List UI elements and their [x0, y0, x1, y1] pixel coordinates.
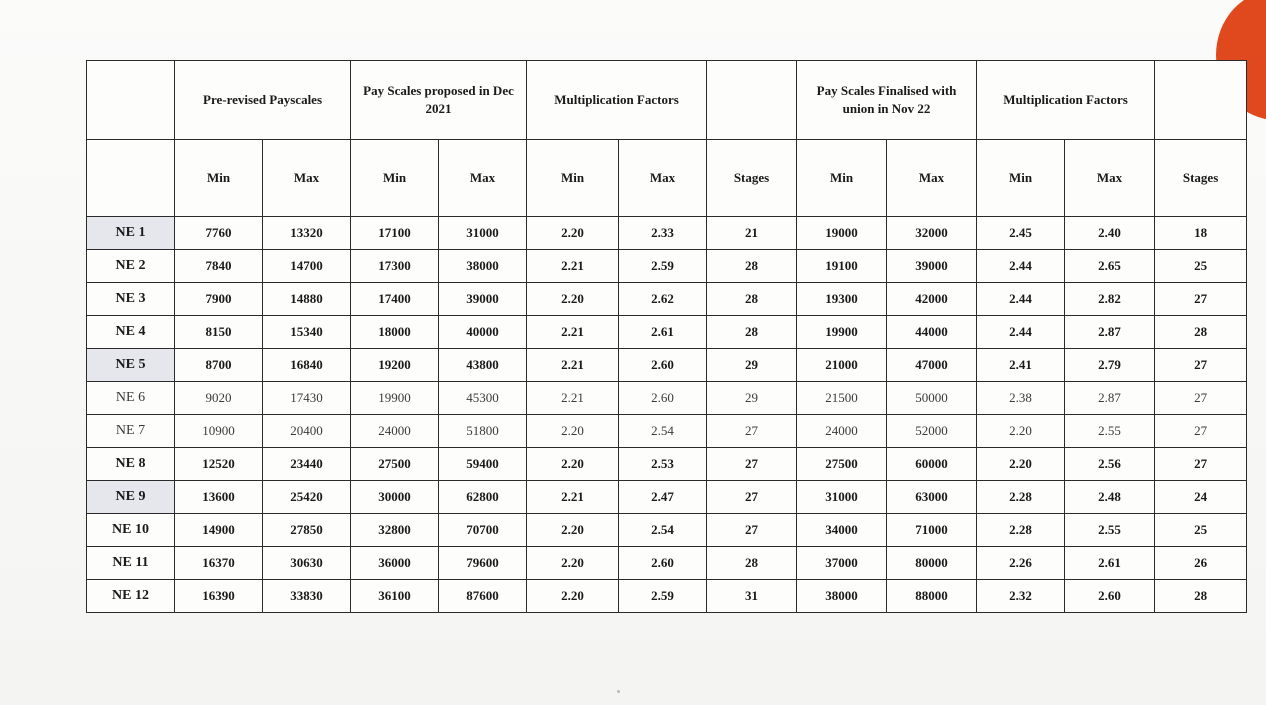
value-cell: 30630 — [263, 547, 351, 580]
value-cell: 2.20 — [527, 514, 619, 547]
value-cell: 27 — [1155, 349, 1247, 382]
value-cell: 29 — [707, 349, 797, 382]
group-header-multiplication-factors-2: Multiplication Factors — [977, 61, 1155, 140]
value-cell: 36000 — [351, 547, 439, 580]
value-cell: 52000 — [887, 415, 977, 448]
value-cell: 25 — [1155, 250, 1247, 283]
value-cell: 28 — [707, 316, 797, 349]
value-cell: 24000 — [351, 415, 439, 448]
grade-cell: NE 5 — [87, 349, 175, 382]
value-cell: 12520 — [175, 448, 263, 481]
grade-cell: NE 2 — [87, 250, 175, 283]
table-row — [87, 481, 1247, 514]
sub-header-cell: Min — [527, 140, 619, 217]
value-cell: 18 — [1155, 217, 1247, 250]
value-cell: 17100 — [351, 217, 439, 250]
sub-header-cell: Max — [263, 140, 351, 217]
value-cell: 2.60 — [619, 382, 707, 415]
value-cell: 2.26 — [977, 547, 1065, 580]
value-cell: 2.38 — [977, 382, 1065, 415]
value-cell: 2.44 — [977, 316, 1065, 349]
value-cell: 28 — [707, 250, 797, 283]
scan-speck — [617, 690, 620, 693]
sub-header-cell: Max — [887, 140, 977, 217]
sub-header-cell: Stages — [707, 140, 797, 217]
value-cell: 13320 — [263, 217, 351, 250]
value-cell: 88000 — [887, 580, 977, 613]
value-cell: 2.20 — [977, 448, 1065, 481]
value-cell: 80000 — [887, 547, 977, 580]
grade-cell: NE 12 — [87, 580, 175, 613]
value-cell: 21500 — [797, 382, 887, 415]
value-cell: 27500 — [351, 448, 439, 481]
value-cell: 2.55 — [1065, 514, 1155, 547]
value-cell: 2.21 — [527, 382, 619, 415]
grade-cell: NE 4 — [87, 316, 175, 349]
value-cell: 7840 — [175, 250, 263, 283]
group-header-row — [87, 61, 1247, 140]
value-cell: 2.21 — [527, 481, 619, 514]
value-cell: 2.56 — [1065, 448, 1155, 481]
value-cell: 50000 — [887, 382, 977, 415]
value-cell: 27 — [1155, 382, 1247, 415]
group-header-blank — [87, 61, 175, 140]
value-cell: 51800 — [439, 415, 527, 448]
value-cell: 2.20 — [527, 580, 619, 613]
value-cell: 27 — [707, 514, 797, 547]
value-cell: 17400 — [351, 283, 439, 316]
value-cell: 28 — [707, 547, 797, 580]
value-cell: 17300 — [351, 250, 439, 283]
value-cell: 19000 — [797, 217, 887, 250]
value-cell: 18000 — [351, 316, 439, 349]
value-cell: 19900 — [797, 316, 887, 349]
value-cell: 15340 — [263, 316, 351, 349]
value-cell: 2.28 — [977, 481, 1065, 514]
value-cell: 45300 — [439, 382, 527, 415]
value-cell: 2.54 — [619, 514, 707, 547]
value-cell: 21000 — [797, 349, 887, 382]
value-cell: 27850 — [263, 514, 351, 547]
grade-cell: NE 10 — [87, 514, 175, 547]
table-row — [87, 547, 1247, 580]
value-cell: 23440 — [263, 448, 351, 481]
value-cell: 37000 — [797, 547, 887, 580]
value-cell: 34000 — [797, 514, 887, 547]
value-cell: 7900 — [175, 283, 263, 316]
value-cell: 2.82 — [1065, 283, 1155, 316]
value-cell: 2.44 — [977, 250, 1065, 283]
value-cell: 28 — [707, 283, 797, 316]
value-cell: 32000 — [887, 217, 977, 250]
table-row — [87, 580, 1247, 613]
sub-header-cell — [87, 140, 175, 217]
value-cell: 2.59 — [619, 580, 707, 613]
value-cell: 31000 — [797, 481, 887, 514]
value-cell: 31 — [707, 580, 797, 613]
value-cell: 39000 — [439, 283, 527, 316]
value-cell: 17430 — [263, 382, 351, 415]
value-cell: 2.54 — [619, 415, 707, 448]
value-cell: 2.32 — [977, 580, 1065, 613]
value-cell: 2.48 — [1065, 481, 1155, 514]
value-cell: 28 — [1155, 580, 1247, 613]
table-row — [87, 217, 1247, 250]
value-cell: 40000 — [439, 316, 527, 349]
value-cell: 25420 — [263, 481, 351, 514]
sub-header-row — [87, 140, 1247, 217]
value-cell: 10900 — [175, 415, 263, 448]
table-row — [87, 349, 1247, 382]
value-cell: 16370 — [175, 547, 263, 580]
value-cell: 16390 — [175, 580, 263, 613]
value-cell: 27 — [707, 481, 797, 514]
grade-cell: NE 6 — [87, 382, 175, 415]
value-cell: 38000 — [439, 250, 527, 283]
value-cell: 26 — [1155, 547, 1247, 580]
value-cell: 2.33 — [619, 217, 707, 250]
value-cell: 2.53 — [619, 448, 707, 481]
value-cell: 63000 — [887, 481, 977, 514]
value-cell: 21 — [707, 217, 797, 250]
value-cell: 2.65 — [1065, 250, 1155, 283]
value-cell: 47000 — [887, 349, 977, 382]
value-cell: 2.87 — [1065, 382, 1155, 415]
value-cell: 14700 — [263, 250, 351, 283]
group-header-finalised: Pay Scales Finalised with union in Nov 22 — [797, 61, 977, 140]
value-cell: 14880 — [263, 283, 351, 316]
value-cell: 27 — [1155, 415, 1247, 448]
sub-header-cell: Max — [1065, 140, 1155, 217]
value-cell: 7760 — [175, 217, 263, 250]
value-cell: 27 — [707, 415, 797, 448]
table-row — [87, 316, 1247, 349]
value-cell: 2.20 — [977, 415, 1065, 448]
value-cell: 8150 — [175, 316, 263, 349]
sub-header-cell: Min — [977, 140, 1065, 217]
table-body — [87, 217, 1247, 613]
value-cell: 2.60 — [619, 547, 707, 580]
value-cell: 27 — [1155, 448, 1247, 481]
value-cell: 2.61 — [619, 316, 707, 349]
value-cell: 2.60 — [1065, 580, 1155, 613]
table-row — [87, 250, 1247, 283]
sub-header-cell: Stages — [1155, 140, 1247, 217]
value-cell: 39000 — [887, 250, 977, 283]
value-cell: 25 — [1155, 514, 1247, 547]
value-cell: 24000 — [797, 415, 887, 448]
value-cell: 24 — [1155, 481, 1247, 514]
group-header-multiplication-factors-1: Multiplication Factors — [527, 61, 707, 140]
value-cell: 87600 — [439, 580, 527, 613]
value-cell: 29 — [707, 382, 797, 415]
value-cell: 2.61 — [1065, 547, 1155, 580]
value-cell: 2.55 — [1065, 415, 1155, 448]
value-cell: 2.59 — [619, 250, 707, 283]
value-cell: 14900 — [175, 514, 263, 547]
value-cell: 16840 — [263, 349, 351, 382]
table-row — [87, 283, 1247, 316]
sub-header-cell: Min — [797, 140, 887, 217]
value-cell: 2.60 — [619, 349, 707, 382]
value-cell: 2.41 — [977, 349, 1065, 382]
pay-scale-table — [86, 60, 1247, 613]
grade-cell: NE 11 — [87, 547, 175, 580]
value-cell: 28 — [1155, 316, 1247, 349]
sub-header-cell: Max — [619, 140, 707, 217]
value-cell: 42000 — [887, 283, 977, 316]
value-cell: 43800 — [439, 349, 527, 382]
sub-header-cell: Max — [439, 140, 527, 217]
sub-header-cell: Min — [175, 140, 263, 217]
value-cell: 27 — [707, 448, 797, 481]
value-cell: 2.87 — [1065, 316, 1155, 349]
value-cell: 2.79 — [1065, 349, 1155, 382]
value-cell: 36100 — [351, 580, 439, 613]
value-cell: 8700 — [175, 349, 263, 382]
value-cell: 2.44 — [977, 283, 1065, 316]
value-cell: 2.28 — [977, 514, 1065, 547]
value-cell: 2.20 — [527, 283, 619, 316]
value-cell: 13600 — [175, 481, 263, 514]
value-cell: 60000 — [887, 448, 977, 481]
value-cell: 27 — [1155, 283, 1247, 316]
value-cell: 71000 — [887, 514, 977, 547]
value-cell: 2.40 — [1065, 217, 1155, 250]
table-row — [87, 448, 1247, 481]
value-cell: 19200 — [351, 349, 439, 382]
grade-cell: NE 1 — [87, 217, 175, 250]
grade-cell: NE 7 — [87, 415, 175, 448]
value-cell: 32800 — [351, 514, 439, 547]
value-cell: 59400 — [439, 448, 527, 481]
value-cell: 2.20 — [527, 217, 619, 250]
table-row — [87, 382, 1247, 415]
value-cell: 2.45 — [977, 217, 1065, 250]
table-row — [87, 514, 1247, 547]
value-cell: 30000 — [351, 481, 439, 514]
grade-cell: NE 8 — [87, 448, 175, 481]
group-header-stages-2-blank — [1155, 61, 1247, 140]
value-cell: 70700 — [439, 514, 527, 547]
grade-cell: NE 9 — [87, 481, 175, 514]
value-cell: 62800 — [439, 481, 527, 514]
value-cell: 2.47 — [619, 481, 707, 514]
value-cell: 2.20 — [527, 547, 619, 580]
value-cell: 2.20 — [527, 448, 619, 481]
value-cell: 19300 — [797, 283, 887, 316]
value-cell: 33830 — [263, 580, 351, 613]
value-cell: 31000 — [439, 217, 527, 250]
group-header-pre-revised: Pre-revised Payscales — [175, 61, 351, 140]
value-cell: 19100 — [797, 250, 887, 283]
sub-header-cell: Min — [351, 140, 439, 217]
value-cell: 79600 — [439, 547, 527, 580]
value-cell: 2.21 — [527, 316, 619, 349]
value-cell: 38000 — [797, 580, 887, 613]
group-header-proposed: Pay Scales proposed in Dec 2021 — [351, 61, 527, 140]
value-cell: 2.62 — [619, 283, 707, 316]
value-cell: 20400 — [263, 415, 351, 448]
value-cell: 9020 — [175, 382, 263, 415]
value-cell: 2.21 — [527, 250, 619, 283]
value-cell: 27500 — [797, 448, 887, 481]
value-cell: 2.20 — [527, 415, 619, 448]
value-cell: 44000 — [887, 316, 977, 349]
value-cell: 2.21 — [527, 349, 619, 382]
value-cell: 19900 — [351, 382, 439, 415]
group-header-stages-1-blank — [707, 61, 797, 140]
table-row — [87, 415, 1247, 448]
grade-cell: NE 3 — [87, 283, 175, 316]
